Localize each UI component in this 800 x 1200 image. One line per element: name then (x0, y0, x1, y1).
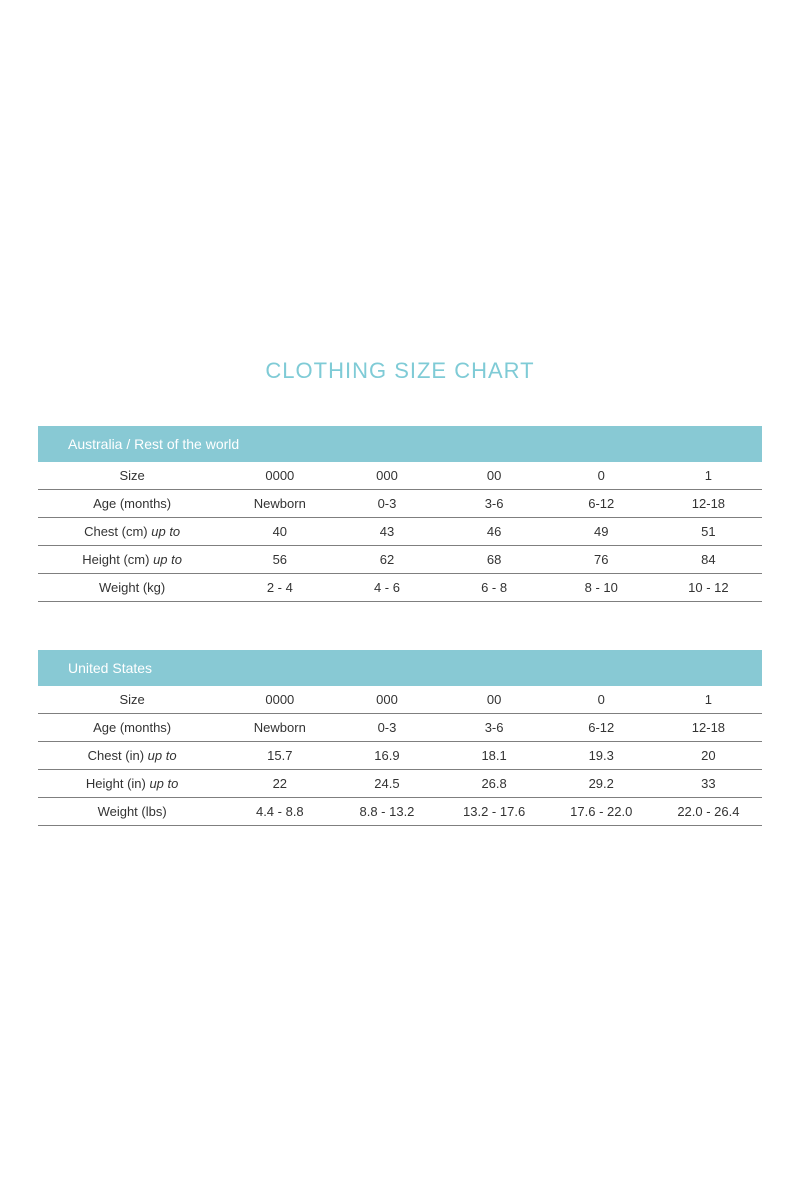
table-cell: 6-12 (548, 490, 655, 518)
table-cell: 4.4 - 8.8 (226, 798, 333, 826)
table-cell: 10 - 12 (655, 574, 762, 602)
table-cell: 46 (441, 518, 548, 546)
table-cell: 33 (655, 770, 762, 798)
table-cell: 22.0 - 26.4 (655, 798, 762, 826)
table-cell: 12-18 (655, 490, 762, 518)
table-cell: 0000 (226, 462, 333, 490)
row-label: Weight (lbs) (38, 798, 226, 826)
table-row (38, 518, 762, 546)
row-label: Age (months) (38, 714, 226, 742)
table-cell: 6-12 (548, 714, 655, 742)
table-cell: 12-18 (655, 714, 762, 742)
table-cell: 56 (226, 546, 333, 574)
table-cell: 0-3 (333, 490, 440, 518)
row-label: Weight (kg) (38, 574, 226, 602)
table-cell: 51 (655, 518, 762, 546)
table-cell: 8.8 - 13.2 (333, 798, 440, 826)
table-cell: 4 - 6 (333, 574, 440, 602)
table-cell: 13.2 - 17.6 (441, 798, 548, 826)
size-table (38, 686, 762, 826)
table-cell: 0 (548, 686, 655, 714)
table-cell: 68 (441, 546, 548, 574)
section-header: United States (38, 650, 762, 686)
table-row (38, 798, 762, 826)
table-cell: 22 (226, 770, 333, 798)
row-label: Height (in) up to (38, 770, 226, 798)
table-cell: Newborn (226, 714, 333, 742)
table-cell: Newborn (226, 490, 333, 518)
table-cell: 3-6 (441, 714, 548, 742)
page-title: CLOTHING SIZE CHART (265, 358, 535, 383)
table-cell: 18.1 (441, 742, 548, 770)
table-cell: 40 (226, 518, 333, 546)
table-row (38, 574, 762, 602)
table-row (38, 490, 762, 518)
table-cell: 0 (548, 462, 655, 490)
table-cell: 8 - 10 (548, 574, 655, 602)
table-cell: 15.7 (226, 742, 333, 770)
table-cell: 43 (333, 518, 440, 546)
table-cell: 29.2 (548, 770, 655, 798)
table-cell: 2 - 4 (226, 574, 333, 602)
row-label: Size (38, 686, 226, 714)
table-cell: 16.9 (333, 742, 440, 770)
table-cell: 17.6 - 22.0 (548, 798, 655, 826)
table-row (38, 546, 762, 574)
size-section-australia (38, 426, 762, 602)
table-cell: 84 (655, 546, 762, 574)
size-section-united-states (38, 650, 762, 826)
table-cell: 0-3 (333, 714, 440, 742)
table-cell: 62 (333, 546, 440, 574)
table-cell: 26.8 (441, 770, 548, 798)
table-cell: 0000 (226, 686, 333, 714)
table-cell: 000 (333, 462, 440, 490)
table-cell: 76 (548, 546, 655, 574)
table-cell: 1 (655, 686, 762, 714)
table-cell: 00 (441, 686, 548, 714)
table-cell: 1 (655, 462, 762, 490)
size-table (38, 462, 762, 602)
table-cell: 000 (333, 686, 440, 714)
table-cell: 19.3 (548, 742, 655, 770)
row-label: Age (months) (38, 490, 226, 518)
table-row (38, 462, 762, 490)
table-cell: 00 (441, 462, 548, 490)
table-row (38, 714, 762, 742)
table-cell: 6 - 8 (441, 574, 548, 602)
row-label: Chest (in) up to (38, 742, 226, 770)
table-cell: 20 (655, 742, 762, 770)
table-cell: 49 (548, 518, 655, 546)
section-header: Australia / Rest of the world (38, 426, 762, 462)
table-row (38, 742, 762, 770)
row-label: Chest (cm) up to (38, 518, 226, 546)
table-row (38, 686, 762, 714)
table-cell: 24.5 (333, 770, 440, 798)
table-cell: 3-6 (441, 490, 548, 518)
row-label: Size (38, 462, 226, 490)
table-row (38, 770, 762, 798)
row-label: Height (cm) up to (38, 546, 226, 574)
